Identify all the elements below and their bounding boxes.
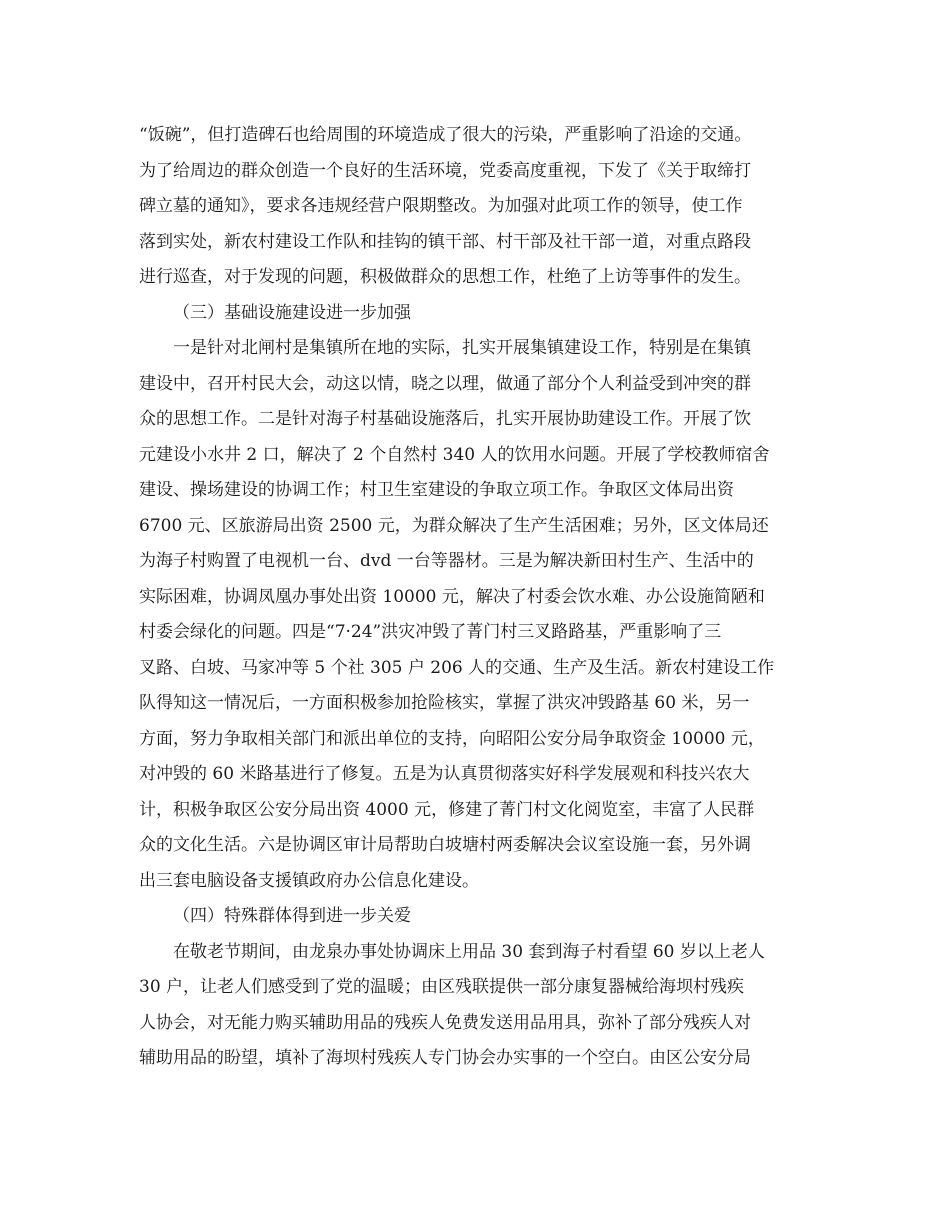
text-line: 6700 元、区旅游局出资 2500 元，为群众解决了生产生活困难；另外，区文体局还 <box>139 515 769 536</box>
section-heading: （四）特殊群体得到进一步关爱 <box>173 906 411 926</box>
document-body <box>139 118 819 1077</box>
text-line: 对冲毁的 60 米路基进行了修复。五是为认真贯彻落实好科学发展观和科技兴农大 <box>139 764 750 784</box>
text-line: 实际困难，协调凤凰办事处出资 10000 元，解决了村委会饮水难、办公设施简陋和 <box>139 586 765 607</box>
text-line: 在敬老节期间，由龙泉办事处协调床上用品 30 套到海子村看望 60 岁以上老人 <box>173 941 765 962</box>
section-heading-special-groups <box>139 899 819 935</box>
text-line: 出三套电脑设备支援镇政府办公信息化建设。 <box>139 870 479 891</box>
text-line: 人协会，对无能力购买辅助用品的残疾人免费发送用品用具，弥补了部分残疾人对 <box>139 1012 751 1033</box>
text-line: 计，积极争取区公安分局出资 4000 元，修建了菁门村文化阅览室，丰富了人民群 <box>139 799 755 820</box>
text-line: 队得知这一情况后，一方面积极参加抢险核实，掌握了洪灾冲毁路基 60 米，另一 <box>139 693 750 713</box>
text-line: 落到实处，新农村建设工作队和挂钩的镇干部、村干部及社干部一道，对重点路段 <box>139 231 751 252</box>
text-line: 为了给周边的群众创造一个良好的生活环境，党委高度重视，下发了《关于取缔打 <box>139 160 751 181</box>
text-line: 元建设小水井 2 口，解决了 2 个自然村 340 人的饮用水问题。开展了学校教师宿舍 <box>139 444 770 465</box>
text-line: 为海子村购置了电视机一台、dvd 一台等器材。三是为解决新田村生产、生活中的 <box>139 551 754 571</box>
text-line: 众的文化生活。六是协调区审计局帮助白坡塘村两委解决会议室设施一套，另外调 <box>139 835 751 855</box>
text-line: 叉路、白坡、马家冲等 5 个社 305 户 206 人的交通、生产及生活。新农村建设工作 <box>139 657 775 678</box>
text-line: 辅助用品的盼望，填补了海坝村残疾人专门协会办实事的一个空白。由区公安分局 <box>139 1048 751 1068</box>
section-heading: （三）基础设施建设进一步加强 <box>173 302 411 323</box>
text-line: 进行巡查，对于发现的问题，积极做群众的思想工作，杜绝了上访等事件的发生。 <box>139 267 751 287</box>
paragraph-infrastructure <box>139 331 819 899</box>
text-line: “饭碗”，但打造碑石也给周围的环境造成了很大的污染，严重影响了沿途的交通。 <box>139 125 752 145</box>
text-line: 一是针对北闸村是集镇所在地的实际，扎实开展集镇建设工作，特别是在集镇 <box>173 338 751 358</box>
text-line: 建设、操场建设的协调工作；村卫生室建设的争取立项工作。争取区文体局出资 <box>139 480 734 500</box>
paragraph-stele-pollution <box>139 118 819 296</box>
text-line: 建设中，召开村民大会，动这以情，晓之以理，做通了部分个人利益受到冲突的群 <box>139 373 751 394</box>
section-heading-infrastructure <box>139 296 819 332</box>
paragraph-special-groups <box>139 935 819 1077</box>
text-line: 村委会绿化的问题。四是“7·24”洪灾冲毁了菁门村三叉路路基，严重影响了三 <box>139 622 722 642</box>
text-line: 30 户，让老人们感受到了党的温暖；由区残联提供一部分康复器械给海坝村残疾 <box>139 977 745 997</box>
text-line: 方面，努力争取相关部门和派出单位的支持，向昭阳公安分局争取资金 10000 元， <box>139 728 765 749</box>
text-line: 众的思想工作。二是针对海子村基础设施落后，扎实开展协助建设工作。开展了饮 <box>139 409 751 429</box>
text-line: 碑立墓的通知》，要求各违规经营户限期整改。为加强对此项工作的领导，使工作 <box>139 196 743 216</box>
